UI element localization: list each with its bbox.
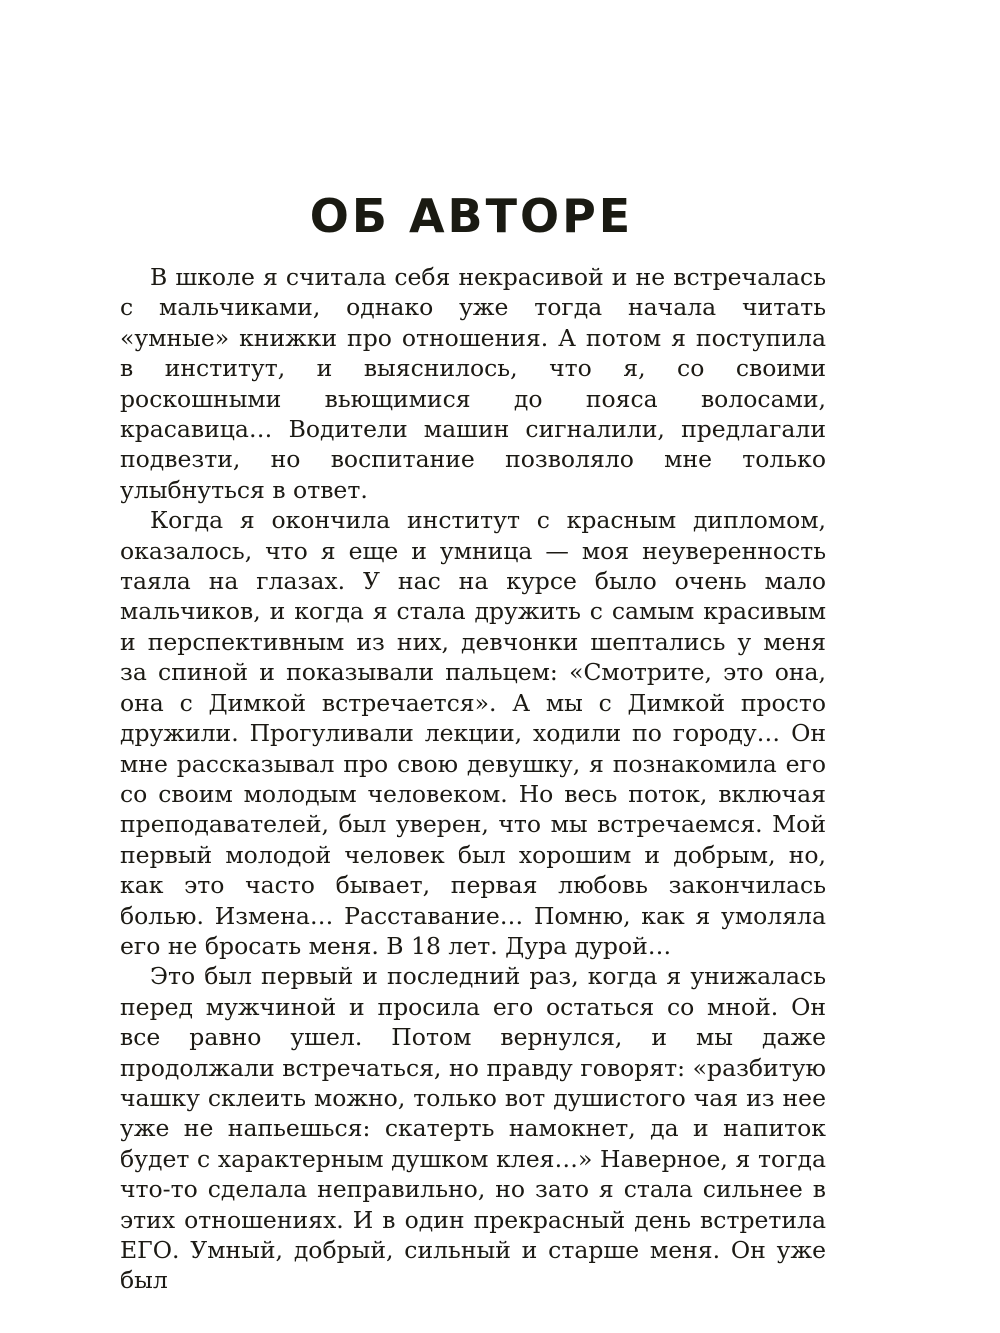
page-title: ОБ АВТОРЕ xyxy=(309,189,634,243)
paragraph-3: Это был первый и последний раз, когда я унижалась перед мужчиной и просила его остаться со мной. Он все равно ушел. Потом вернулся, и мы даже продолжали встречаться, но правду говорят: «разбитую чашку склеить можно, только вот душистого чая из нее уже не напьешься: скатерть намокнет, да и напиток будет с характерным душком клея…» Наверное, я тогда что-то сделала неправильно, но зато я стала сильнее в этих отношениях. И в один прекрасный день встретила ЕГО. Умный, добрый, сильный и старше меня. Он уже был xyxy=(120,962,826,1295)
paragraph-2: Когда я окончила институт с красным дипломом, оказалось, что я еще и умница — моя неуверенность таяла на глазах. У нас на курсе было очень мало мальчиков, и когда я стала дружить с самым красивым и перспективным из них, девчонки шептались у меня за спиной и показывали пальцем: «Смотрите, это она, она с Димкой встречается». А мы с Димкой просто дружили. Прогуливали лекции, ходили по городу… Он мне рассказывал про свою девушку, я познакомила его со своим молодым человеком. Но весь поток, включая преподавателей, был уверен, что мы встречаемся. Мой первый молодой человек был хорошим и добрым, но, как это часто бывает, первая любовь закончилась болью. Измена… Расставание… Помню, как я умоляла его не бросать меня. В 18 лет. Дура дурой… xyxy=(120,506,826,960)
paragraph-1: В школе я считала себя некрасивой и не встречалась с мальчиками, однако уже тогда начала читать «умные» книжки про отношения. А потом я поступила в институт, и выяснилось, что я, со своими роскошными вьющимися до пояса волосами, красавица… Водители машин сигналили, предлагали подвезти, но воспитание позволяло мне только улыбнуться в ответ. xyxy=(120,263,826,504)
body-text xyxy=(120,262,826,1296)
